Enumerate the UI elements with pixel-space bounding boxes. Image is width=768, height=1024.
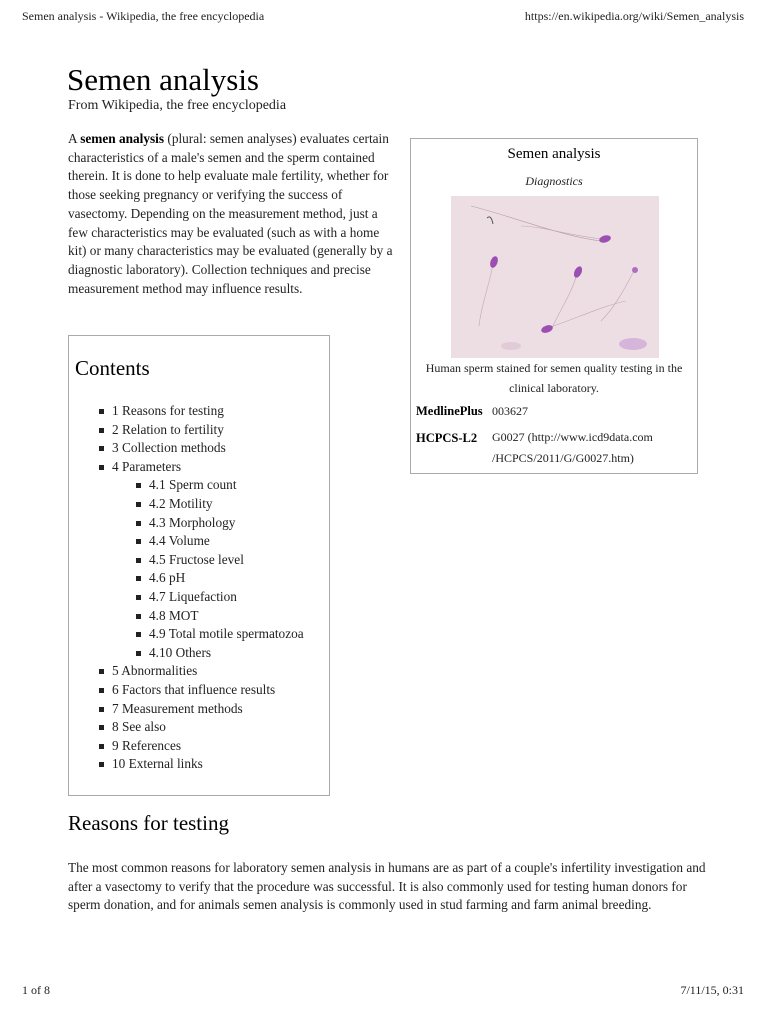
infobox-title: Semen analysis [507,146,601,162]
print-footer-timestamp: 7/11/15, 0:31 [680,983,744,997]
toc-subitem[interactable]: 4.2 Motility [99,495,304,514]
intro-bold-term: semen analysis [80,131,165,146]
toc-subitem[interactable]: 4.6 pH [99,569,304,588]
toc-subitem[interactable]: 4.4 Volume [99,532,304,551]
value-line[interactable]: G0027 (http://www.icd9data.com [492,430,653,444]
infobox [410,138,698,474]
page-title: Semen analysis [67,62,259,97]
print-footer-page-indicator: 1 of 8 [22,983,50,997]
value-line[interactable]: 003627 [492,404,528,418]
section-paragraph: The most common reasons for laboratory semen analysis in humans are as part of a couple's infertility investigation and after a vasectomy to verify that the procedure was successful. It is also commonly used for testing human donors for sperm donation, and for animals semen analysis is commonly used in stud farming and farm animal breeding. [68,860,706,913]
infobox-row-label-hcpcs: HCPCS-L2 [416,431,478,445]
intro-paragraph [68,130,398,298]
toc-subitem[interactable]: 4.9 Total motile spermatozoa [99,625,304,644]
infobox-row-value-hcpcs [492,427,653,469]
toc-item[interactable]: 9 References [99,737,304,756]
toc-item[interactable]: 5 Abnormalities [99,662,304,681]
toc-list [99,402,304,774]
print-header-url: https://en.wikipedia.org/wiki/Semen_analysis [524,9,744,23]
intro-text: (plural: semen analyses) evaluates certain characteristics of a male's semen and the sperm contained therein. It is done to help evaluate male fertility, whether for those seeking pregnancy or verifying the success of vasectomy. Depending on the measurement method, just a few characteristics may be evaluated (such as with a home kit) or many characteristics may be evaluated (generally by a diagnostic laboratory). Collection techniques and precise measurement method may influence results. [68,131,393,296]
section-heading-reasons-for-testing: Reasons for testing [68,811,229,835]
toc-item[interactable]: 6 Factors that influence results [99,681,304,700]
toc-item[interactable]: 10 External links [99,755,304,774]
toc-item[interactable]: 4 Parameters [99,458,304,477]
intro-prefix: A [68,131,81,146]
toc-subitem[interactable]: 4.8 MOT [99,607,304,626]
toc-subitem[interactable]: 4.5 Fructose level [99,551,304,570]
infobox-row-value-medlineplus [492,401,528,422]
toc-title: Contents [75,356,150,380]
toc-item[interactable]: 3 Collection methods [99,439,304,458]
toc-item[interactable]: 2 Relation to fertility [99,421,304,440]
infobox-caption: Human sperm stained for semen quality testing in the clinical laboratory. [425,361,683,395]
toc-item[interactable]: 7 Measurement methods [99,700,304,719]
sperm-micrograph-image[interactable] [451,196,659,358]
infobox-subtitle: Diagnostics [525,174,583,188]
print-header-title: Semen analysis - Wikipedia, the free encyclopedia [22,9,265,23]
toc-subitem[interactable]: 4.3 Morphology [99,514,304,533]
toc-subitem[interactable]: 4.10 Others [99,644,304,663]
table-of-contents [68,335,330,796]
page-subtitle: From Wikipedia, the free encyclopedia [68,98,287,113]
infobox-row-label-medlineplus: MedlinePlus [416,404,483,418]
toc-item[interactable]: 1 Reasons for testing [99,402,304,421]
value-line[interactable]: /HCPCS/2011/G/G0027.htm) [492,451,634,465]
toc-item[interactable]: 8 See also [99,718,304,737]
toc-subitem[interactable]: 4.1 Sperm count [99,476,304,495]
toc-subitem[interactable]: 4.7 Liquefaction [99,588,304,607]
